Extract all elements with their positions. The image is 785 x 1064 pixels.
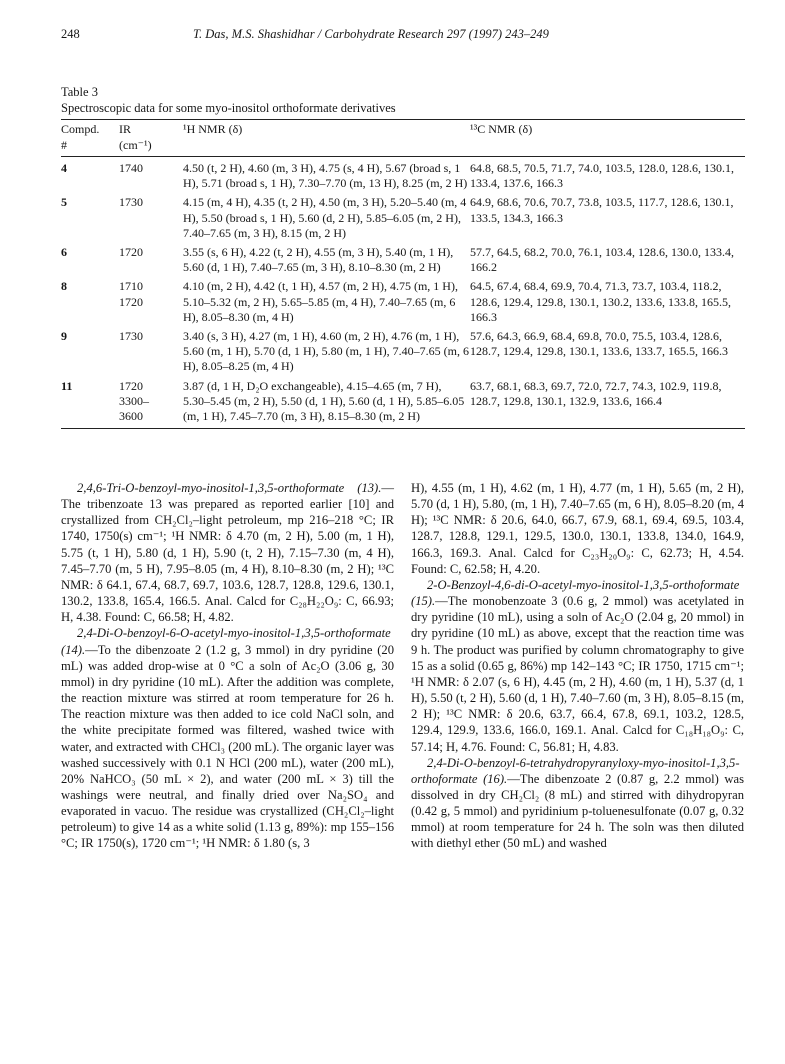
cell-c-nmr: 57.7, 64.5, 68.2, 70.0, 76.1, 103.4, 128.6, 130.0, 133.4, 166.2 [470, 245, 734, 275]
cell-compd: 11 [61, 375, 119, 429]
paragraph-compound-15 [411, 577, 744, 755]
cell-compd: 4 [61, 161, 67, 175]
paragraph-heading: 2-O-Benzoyl-4,6-di-O-acetyl-myo-inositol-1,3,5-orthoformate (15). [411, 577, 740, 609]
table-caption-block [61, 84, 745, 116]
table-label: Table 3 [61, 85, 98, 99]
paragraph-heading: 2,4,6-Tri-O-benzoyl-myo-inositol-1,3,5-orthoformate (13). [77, 481, 382, 495]
cell-ir: 1720 [119, 245, 143, 260]
running-head [61, 26, 745, 44]
cell-ir: 1720 3300– 3600 [119, 375, 183, 429]
cell-h-nmr: 4.10 (m, 2 H), 4.42 (t, 1 H), 4.57 (m, 2 H), 4.75 (m, 1 H), 5.10–5.32 (m, 2 H), 5.65–5.85 (m, 4 H), 7.40–7.65 (m, 6 H), 8.05–8.30 (m, 4 H) [183, 279, 458, 324]
table-row [61, 157, 745, 192]
cell-h-nmr: 4.15 (m, 4 H), 4.35 (t, 2 H), 4.50 (m, 3 H), 5.20–5.40 (m, 4 H), 5.50 (broad s, 1 H), 5.60 (d, 2 H), 5.85–6.05 (m, 2 H), 7.40–7.65 (m, 3 H), 8.15 (m, 2 H) [183, 195, 467, 240]
cell-ir: 1710 1720 [119, 279, 143, 309]
header-ir-unit: (cm⁻¹) [119, 138, 183, 157]
cell-c-nmr: 64.5, 67.4, 68.4, 69.9, 70.4, 71.3, 73.7, 103.4, 118.2, 128.6, 129.4, 129.8, 130.1, 130.2, 133.6, 133.8, 165.5, 166.3 [470, 279, 731, 324]
header-compd: Compd. [61, 120, 119, 138]
cell-compd: 6 [61, 245, 67, 260]
paragraph-compound-16 [411, 755, 744, 852]
paragraph-text: —To the dibenzoate 2 (1.2 g, 3 mmol) in dry pyridine (20 mL) was added drop-wise at 0 °C a soln of Ac₂O (3.06 g, 30 mmol) in dry pyridine (10 mL). After the addition was complete, the reaction mixture was stirred at room temperature for 26 h. The reaction mixture was then added to ice cold NaCl soln, and the white precipitate formed was filtered, washed twice with water, and extracted with CHCl₃ (200 mL). The organic layer was washed successively with 0.1 N HCl (200 mL), water (200 mL), 20% NaHCO₃ (50 mL × 2), and water (200 mL × 3) till the washings were neutral, and finally dried over Na₂SO₄ and evaporated in vacuo. The residue was crystallized (CH₂Cl₂–light petroleum) to give 14 as a white solid (1.13 g, 89%): mp 155–156 °C; IR 1750(s), 1720 cm⁻¹; ¹H NMR: δ 1.80 (s, 3 [61, 642, 394, 851]
cell-c-nmr: 57.6, 64.3, 66.9, 68.4, 69.8, 70.0, 75.5, 103.4, 128.6, 128.7, 129.4, 129.8, 130.1, 133.6, 133.7, 165.5, 166.3 [470, 329, 728, 359]
cell-compd: 5 [61, 195, 67, 210]
paragraph-text: H), 4.55 (m, 1 H), 4.62 (m, 1 H), 4.77 (m, 1 H), 5.65 (m, 2 H), 5.70 (d, 1 H), 5.80, (m, 1 H), 7.40–7.65 (m, 6 H), 8.05–8.20 (m, 4 H); ¹³C NMR: δ 20.6, 64.0, 66.7, 67.9, 68.1, 69.4, 69.5, 103.4, 128.7, 128.8, 129.1, 129.5, 130.0, 130.1, 133.8, 134.0, 164.9, 166.3, 169.3. Anal. Calcd for C₂₃H₂₀O₉: C, 62.73; H, 4.54. Found: C, 62.58; H, 4.20. [411, 481, 744, 576]
header-ir: IR [119, 120, 183, 138]
cell-ir: 1730 [119, 195, 143, 210]
paragraph-compound-14 [61, 625, 394, 851]
cell-c-nmr: 63.7, 68.1, 68.3, 69.7, 72.0, 72.7, 74.3, 102.9, 119.8, 128.7, 129.8, 130.1, 132.9, 133.6, 166.4 [470, 375, 745, 429]
table-row [61, 375, 745, 429]
cell-h-nmr: 3.87 (d, 1 H, D₂O exchangeable), 4.15–4.65 (m, 7 H), 5.30–5.45 (m, 2 H), 5.50 (d, 1 H), 5.60 (d, 1 H), 5.85–6.05 (m, 1 H), 7.45–7.70 (m, 3 H), 8.15–8.30 (m, 2 H) [183, 375, 470, 429]
cell-h-nmr: 4.50 (t, 2 H), 4.60 (m, 3 H), 4.75 (s, 4 H), 5.67 (broad s, 1 H), 5.71 (broad s, 1 H), 7.30–7.70 (m, 13 H), 8.25 (m, 2 H) [183, 161, 468, 191]
cell-compd: 8 [61, 279, 67, 294]
paragraph-text: —The dibenzoate 2 (0.87 g, 2.2 mmol) was dissolved in dry CH₂Cl₂ (8 mL) and stirred with dihydropyran (0.42 g, 5 mmol) and pyridinium p-toluenesulfonate (0.07 g, 0.32 mmol) at room temperature for 24 h. The soln was then diluted with diethyl ether (50 mL) and washed [411, 771, 745, 851]
paragraph-text: —The tribenzoate 13 was prepared as reported earlier [10] and crystallized from CH₂Cl₂–light petroleum, mp 216–218 °C; IR 1740, 1750(s) cm⁻¹; ¹H NMR: δ 4.70 (m, 2 H), 5.00 (m, 1 H), 5.75 (t, 1 H), 5.80 (d, 1 H), 5.90 (t, 2 H), 7.15–7.30 (m, 4 H), 7.45–7.70 (m, 5 H), 7.95–8.05 (m, 4 H), 8.10–8.30 (m, 2 H); ¹³C NMR: δ 64.1, 67.4, 68.7, 69.7, 103.6, 128.7, 128.8, 129.6, 130.1, 130.2, 133.8, 165.4, 166.5. Anal. Calcd for C₂₈H₂₂O₉: C, 66.93; H, 4.38. Found: C, 66.58; H, 4.82. [61, 481, 394, 625]
table-row [61, 191, 745, 241]
paragraph-heading: 2,4-Di-O-benzoyl-6-tetrahydropyranyloxy-myo-inositol-1,3,5-orthoformate (16). [411, 755, 740, 786]
body-column-left [61, 480, 394, 852]
table-row [61, 241, 745, 275]
header-compd-sub: # [61, 138, 119, 157]
paragraph-heading: 2,4-Di-O-benzoyl-6-O-acetyl-myo-inositol-1,3,5-orthoformate (14). [61, 626, 391, 657]
cell-compd: 9 [61, 329, 67, 344]
cell-h-nmr: 3.40 (s, 3 H), 4.27 (m, 1 H), 4.60 (m, 2 H), 4.76 (m, 1 H), 5.60 (m, 1 H), 5.70 (d, 1 H), 5.80 (m, 1 H), 7.40–7.65 (m, 6 H), 8.05–8.25 (m, 4 H) [183, 329, 469, 374]
cell-c-nmr: 64.8, 68.5, 70.5, 71.7, 74.0, 103.5, 128.0, 128.6, 130.1, 133.4, 137.6, 166.3 [470, 161, 734, 191]
table-row [61, 325, 745, 375]
cell-c-nmr: 64.9, 68.6, 70.6, 70.7, 73.8, 103.5, 117.7, 128.6, 130.1, 133.5, 134.3, 166.3 [470, 195, 734, 225]
paragraph-text: —The monobenzoate 3 (0.6 g, 2 mmol) was acetylated in dry pyridine (10 mL), using a soln of Ac₂O (2.04 g, 20 mmol) in dry pyridine (10 mL) as above, except that the reaction time was 9 h. The product was purified by column chromatography to give 15 as a solid (0.65 g, 86%) mp 142–143 °C; IR 1750, 1715 cm⁻¹; ¹H NMR: δ 2.07 (s, 6 H), 4.45 (m, 2 H), 4.60 (m, 1 H), 5.37 (d, 1 H), 5.50 (t, 2 H), 5.60 (d, 1 H), 7.40–7.60 (m, 3 H), 8.05–8.15 (m, 2 H); ¹³C NMR: δ 20.6, 63.7, 66.4, 67.8, 69.1, 103.2, 128.5, 129.4, 129.9, 133.6, 166.0, 169.1. Anal. Calcd for C₁₈H₁₈O₉: C, 57.14; H, 4.76. Found: C, 56.81; H, 4.83. [411, 594, 744, 754]
header-h-nmr: ¹H NMR (δ) [183, 120, 470, 138]
spectroscopic-data-table [61, 119, 745, 429]
cell-ir: 1740 [119, 161, 143, 175]
page-number: 248 [61, 27, 80, 41]
cell-h-nmr: 3.55 (s, 6 H), 4.22 (t, 2 H), 4.55 (m, 3 H), 5.40 (m, 1 H), 5.60 (d, 1 H), 7.40–7.65 (m, 3 H), 8.10–8.30 (m, 2 H) [183, 245, 454, 275]
journal-citation: T. Das, M.S. Shashidhar / Carbohydrate Research 297 (1997) 243–249 [193, 27, 549, 41]
paragraph-compound-13 [61, 480, 394, 625]
table-caption: Spectroscopic data for some myo-inositol orthoformate derivatives [61, 101, 396, 115]
table-row [61, 275, 745, 325]
paragraph-continued [411, 480, 744, 577]
header-c-nmr: ¹³C NMR (δ) [470, 120, 745, 138]
body-column-right [411, 480, 744, 852]
cell-ir: 1730 [119, 329, 143, 344]
